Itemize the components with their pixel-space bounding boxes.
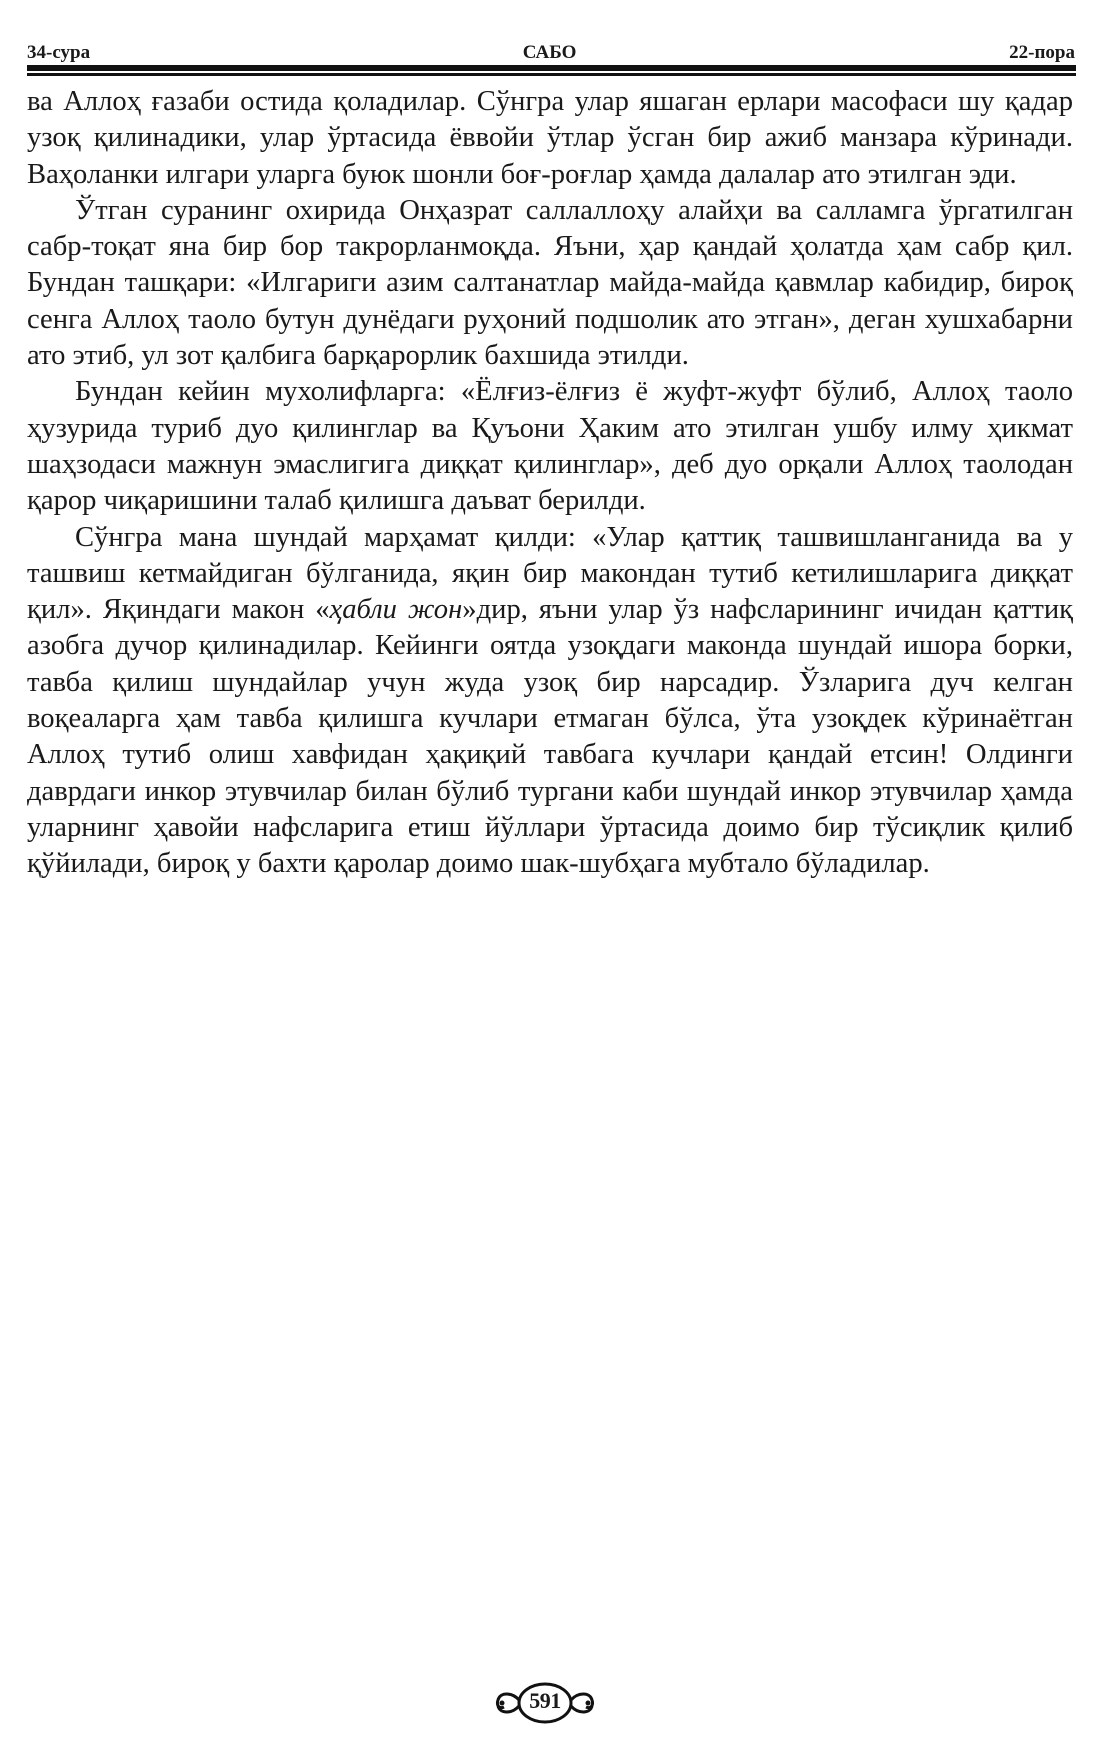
header-rule-thin bbox=[27, 73, 1076, 76]
paragraph-4 bbox=[27, 520, 1073, 883]
header-juz: 22-пора bbox=[1009, 42, 1075, 63]
paragraph-3: Бундан кейин мухолифларга: «Ёлғиз-ёлғиз ё жуфт-жуфт бўлиб, Аллоҳ таоло ҳузурида туриб дуо қилинглар ва Қуъони Ҳаким ато этилган ушбу илму ҳикмат шаҳзодаси мажнун эмаслигига диққат қилинглар», деб дуо орқали Аллоҳ таолодан қарор чиқаришини талаб қилишга даъват берилди. bbox=[27, 376, 1073, 517]
italic-term: ҳабли жон bbox=[329, 594, 463, 626]
paragraph-2: Ўтган суранинг охирида Онҳазрат саллаллоҳу алайҳи ва салламга ўргатилган сабр-тоқат яна бир бор такрорланмоқда. Яъни, ҳар қандай ҳолатда ҳам сабр қил. Бундан ташқари: «Илгариги азим салтанатлар майда-майда қавмлар кабидир, бироқ сенга Аллоҳ таоло бутун дунёдаги руҳоний подшолик ато этган», деган хушхабарни ато этиб, ул зот қалбига барқарорлик бахшида этилди. bbox=[27, 194, 1073, 372]
paragraph-4-part-1: Сўнгра мана шундай марҳамат қилди: «Улар қаттиқ ташвишланганида ва у ташвиш кетмайдиган бўлганида, яқин бир макондан тутиб кетилишларига диққат қил». Яқиндаги макон « bbox=[27, 521, 1073, 626]
header-rule-thick bbox=[27, 65, 1076, 71]
running-head bbox=[27, 36, 1075, 64]
paragraph-4-part-2: »дир, яъни улар ўз нафсларининг ичидан қаттиқ азобга дучор қилинадилар. Кейинги оятда узоқдаги маконда шундай ишора борки, тавба қилиш шундайлар учун жуда узоқ бир нарсадир. Ўзларига дуч келган воқеаларга ҳам тавба қилишга кучлари етмаган бўлса, ўта узоқдек кўринаётган Аллоҳ тутиб олиш хавфидан ҳақиқий тавбага кучлари қандай етсин! Олдинги даврдаги инкор этувчилар билан бўлиб тургани каби шундай инкор этувчилар ҳамда уларнинг ҳавойи нафсларига етиш йўллари ўртасида доимо бир тўсиқлик қилиб қўйилади, бироқ у бахти қаролар доимо шак-шубҳага мубтало бўладилар. bbox=[27, 594, 1074, 880]
body-text bbox=[27, 84, 1073, 883]
header-title: САБО bbox=[522, 42, 577, 63]
paragraph-1: ва Аллоҳ ғазаби остида қоладилар. Сўнгра улар яшаган ерлари масофаси шу қадар узоқ қилинадики, улар ўртасида ёввойи ўтлар ўсган бир ажиб манзара кўринади. Ваҳоланки илгари уларга буюк шонли боғ-роғлар ҳамда далалар ато этилган эди. bbox=[27, 86, 1073, 190]
page-number: 591 bbox=[529, 1688, 561, 1713]
page-number-ornament bbox=[490, 1680, 600, 1726]
header-surah: 34-сура bbox=[27, 42, 91, 63]
